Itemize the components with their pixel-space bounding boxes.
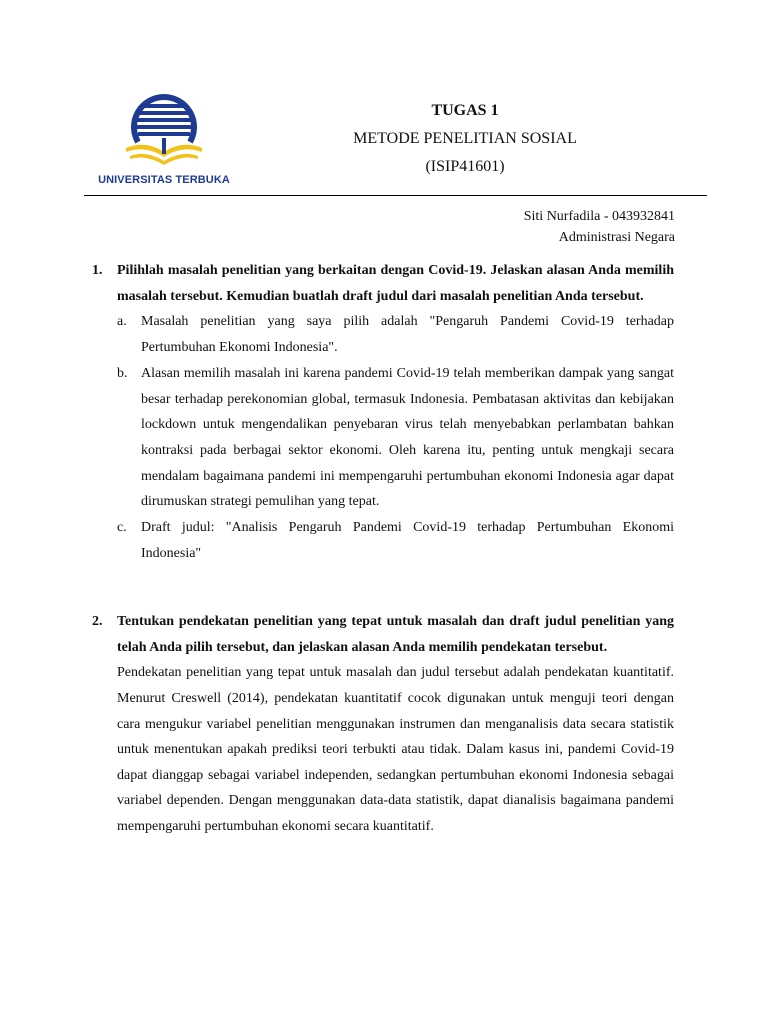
item-text: Alasan memilih masalah ini karena pandemi Covid-19 telah memberikan dampak yang sangat besar terhadap perekonomian global, termasuk Indonesia. Pembatasan aktivitas dan kebijakan lockdown untuk mengendalikan penyebaran virus telah menyebabkan perlambatan bahkan kontraksi pada berbagai sektor ekonomi. Oleh karena itu, penting untuk mengkaji secara mendalam bagaimana pandemi ini mempengaruhi pertumbuhan ekonomi Indonesia agar dapat dirumuskan strategi pemulihan yang tepat.	[141, 365, 674, 510]
university-logo	[96, 90, 232, 194]
item-letter: a.	[117, 314, 127, 330]
author-name-id: Siti Nurfadila - 043932841	[523, 209, 675, 224]
question-text: Tentukan pendekatan penelitian yang tepat untuk masalah dan draft judul penelitian yang telah Anda pilih tersebut, dan jelaskan alasan Anda memilih pendekatan tersebut.	[117, 614, 674, 655]
question-text: Pilihlah masalah penelitian yang berkaitan dengan Covid-19. Jelaskan alasan Anda memilih masalah tersebut. Kemudian buatlah draft judul dari masalah penelitian Anda tersebut.	[117, 263, 674, 304]
item-letter: c.	[117, 520, 127, 536]
author-program: Administrasi Negara	[558, 230, 675, 245]
course-name: METODE PENELITIAN SOSIAL	[353, 130, 577, 147]
item-letter: b.	[117, 365, 128, 381]
author-block	[524, 206, 675, 248]
page-title: TUGAS 1	[431, 102, 499, 119]
title-block	[300, 97, 630, 181]
answer-item-b	[117, 361, 674, 515]
item-text: Draft judul: "Analisis Pengaruh Pandemi Covid-19 terhadap Pertumbuhan Ekonomi Indonesia"	[141, 520, 674, 561]
answer-list	[117, 309, 674, 566]
answer-item-a	[117, 309, 674, 360]
item-text: Masalah penelitian yang saya pilih adalah "Pengaruh Pandemi Covid-19 terhadap Pertumbuhan Ekonomi Indonesia".	[141, 314, 674, 356]
question-number: 1.	[92, 263, 103, 278]
course-code: (ISIP41601)	[425, 158, 505, 175]
question-1	[92, 258, 674, 566]
answer-paragraph: Pendekatan penelitian yang tepat untuk masalah dan judul tersebut adalah pendekatan kuantitatif. Menurut Creswell (2014), pendekatan kuantitatif cocok digunakan untuk menguji teori dengan cara mengukur variabel penelitian menggunakan instrumen dan menganalisis data secara statistik untuk menentukan apakah prediksi teori terbukti atau tidak. Dalam kasus ini, pandemi Covid-19 dapat dianggap sebagai variabel independen, sedangkan pertumbuhan ekonomi Indonesia sebagai variabel dependen. Dengan menggunakan data-data statistik, dapat dianalisis bagaimana pandemi mempengaruhi pertumbuhan ekonomi secara kuantitatif.	[117, 665, 674, 834]
header-divider	[84, 195, 707, 196]
question-2	[92, 609, 674, 840]
answer-item-c	[117, 515, 674, 566]
question-number: 2.	[92, 614, 103, 629]
university-name: UNIVERSITAS TERBUKA	[98, 174, 230, 186]
universitas-terbuka-emblem-icon	[116, 90, 212, 174]
